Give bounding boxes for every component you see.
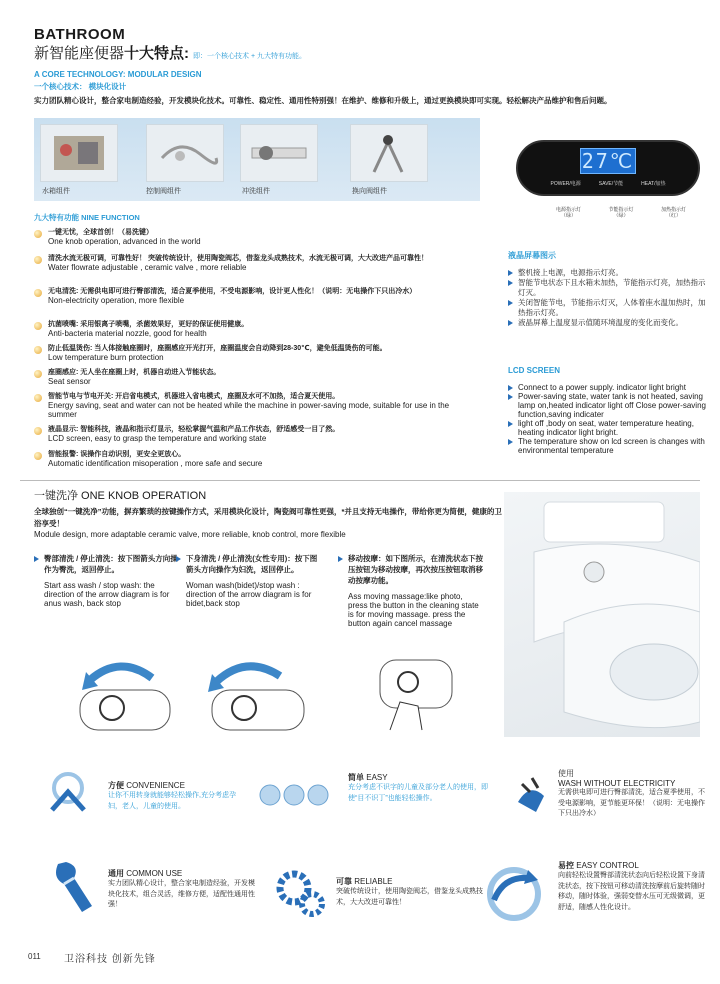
convenience-body: 让你不用转身就能够轻松操作,充分考虑孕妇，老人，儿童的使用。 (108, 792, 236, 810)
common-body: 实力团队精心设计，整合家电制造经验，开发模块化技术，组合灵活，维修方便，适配性通用性强！ (108, 880, 255, 908)
photo-caption: 水箱组件 (42, 188, 70, 195)
feature-item (34, 228, 474, 246)
heat-button[interactable]: HEAT/加热 (641, 181, 666, 187)
reliable-block (336, 876, 486, 908)
feature-item (34, 392, 474, 419)
no-power-title-en: WASH WITHOUT ELECTRICITY (558, 779, 676, 788)
led-label: 加热指示灯 (660, 207, 686, 213)
bullet-dot-icon (34, 346, 42, 354)
water-tank-icon (44, 128, 114, 178)
one-knob-desc-cn: 全球独创“一键洗净”功能，摒弃繁琐的按键操作方式，采用模块化设计，陶瓷阀可靠性更强，*并且支持无电操作，带给你更为简便，健康的卫浴享受！ (34, 507, 502, 528)
photo-caption: 换向阀组件 (352, 188, 387, 195)
title-en: EASY CONTROL (576, 861, 639, 870)
led-label: 电源指示灯 (556, 207, 582, 213)
toilet-seat-photo (504, 492, 700, 737)
easy-control-dial-icon (484, 864, 544, 929)
diverter-valve-photo (350, 124, 428, 182)
massage-illustration (360, 650, 480, 734)
column-cn: 臀部清洗 / 停止清洗：按下图箭头方向操作为臀洗，返回停止。 (34, 553, 179, 575)
feature-cn: 无电清洗: 无需供电即可进行臀部清洗，适合夏季使用，不受电源影响，设计更人性化！（说明：无电操作下只出冷水） (48, 288, 417, 295)
knob-column-ass-wash (34, 553, 179, 608)
indicator-legend (556, 207, 686, 219)
feature-cn: 抗菌喷嘴: 采用银离子喷嘴，杀菌效果好，更好的保证使用健康。 (48, 321, 249, 328)
title-en: CONVENIENCE (126, 781, 185, 790)
column-en: Ass moving massage:like photo, press the button in the cleaning state is for moving massage. press the button again cancel massage (348, 592, 479, 628)
easy-block (348, 772, 488, 804)
bidet-wash-illustration (196, 650, 316, 734)
power-button[interactable]: POWER/电源 (550, 181, 581, 187)
save-button[interactable]: SAVE/节能 (598, 181, 624, 187)
feature-en: One knob operation, advanced in the world (48, 237, 201, 246)
title-cn: 通用 (108, 869, 124, 878)
page-title (34, 42, 306, 63)
title-cn: 简单 (348, 773, 364, 782)
bullet-dot-icon (34, 289, 42, 297)
title-cn: 易控 (558, 861, 574, 870)
press-hand-icon (360, 650, 480, 734)
feature-item (34, 254, 474, 272)
page-number: 011 (28, 952, 41, 961)
reliable-title (336, 876, 486, 887)
feature-cn: 智能报警: 误操作自动识别，更安全更放心。 (48, 451, 186, 458)
column-en: Start ass wash / stop wash: the direction of the arrow diagram is for anus wash, back stop (44, 581, 170, 608)
feature-en: Energy saving, seat and water can not be heated while the machine in power-saving mode, suitable for use in the summer (48, 401, 450, 419)
toilet-seat-icon (504, 492, 700, 737)
flush-assembly-photo (240, 124, 318, 182)
led-heat (661, 207, 686, 219)
feature-item (34, 425, 474, 443)
water-tank-photo (40, 124, 118, 182)
list-item: Power-saving state, water tank is not heated, saving lamp on,heated indicator light off Close power-saving function,saving indicater (508, 392, 708, 419)
section-divider (20, 480, 700, 481)
easy-title (348, 772, 488, 783)
led-save (608, 207, 633, 219)
title-subtitle: 即：一个核心技术 + 九大特有功能。 (193, 53, 306, 60)
ass-wash-illustration (60, 650, 180, 734)
feature-en: Seat sensor (48, 377, 91, 386)
common-use-block (108, 868, 258, 911)
easy-body: 充分考虑不识字的儿童及部分老人的使用，即使“目不识丁”也能轻松操作。 (348, 784, 488, 802)
reliable-body: 突破传统设计，使用陶瓷阀芯，借鉴龙头成熟技术，大大改进可靠性！ (336, 888, 483, 906)
easy-control-block (558, 860, 708, 913)
diverter-valve-icon (354, 128, 424, 178)
title-bold: 十大特点: (124, 45, 190, 62)
led-color: （绿） (613, 213, 629, 219)
feature-cn: 防止低温烫伤: 当人体接触座圈时，座圈感应开光打开，座圈温度会自动降到28-30℃，避免低温烫伤的可能。 (48, 345, 387, 352)
list-item: 关闭智能节电，节能指示灯灭，人体着座水温加热时，加热指示灯亮。 (508, 298, 708, 318)
title-cn: 可靠 (336, 877, 352, 886)
feature-en: Anti-bacteria material nozzle, good for health (48, 329, 207, 338)
convenience-block (108, 780, 248, 812)
core-description: 实力团队精心设计，整合家电制造经验，开发模块化技术。可靠性、稳定性、通用性特别强！在维护、维修和升级上，通过更换模块即可实现。轻松解决产品维护和售后问题。 (34, 96, 612, 105)
knob-column-massage (338, 553, 483, 628)
no-power-title-cn: 使用 (558, 769, 574, 778)
column-en: Woman wash(bidet)/stop wash : direction of the arrow diagram is for bidet,back stop (186, 581, 312, 608)
title-en: RELIABLE (354, 877, 393, 886)
lcd-cn-heading: 液晶屏幕图示 (508, 251, 556, 260)
flush-assembly-icon (244, 128, 314, 178)
bullet-dot-icon (34, 230, 42, 238)
photo-caption: 冲洗组件 (242, 188, 270, 195)
control-valve-icon (150, 128, 220, 178)
list-item: 智能节电状态下且水箱未加热，节能指示灯亮，加热指示灯灭。 (508, 278, 708, 298)
list-item: 整机接上电源，电源指示灯亮。 (508, 268, 708, 278)
feature-item (34, 287, 474, 305)
led-color: （绿） (561, 213, 577, 219)
list-item: The temperature show on lcd screen is changes with environmental temperature (508, 437, 708, 455)
feature-item (34, 320, 474, 338)
control-valve-photo (146, 124, 224, 182)
bullet-dot-icon (34, 370, 42, 378)
module-photo-strip (34, 118, 480, 201)
control-panel (516, 140, 700, 196)
feature-en: Water flowrate adjustable , ceramic valve , more reliable (48, 263, 247, 272)
title-en: COMMON USE (126, 869, 183, 878)
easy-control-title (558, 860, 708, 871)
feature-en: Non-electricity operation, more flexible (48, 296, 185, 305)
feature-cn: 液晶显示: 智能科技，液晶和指示灯显示，轻松掌握气温和产品工作状态，舒适感受一目了然。 (48, 426, 340, 433)
convenience-icon (38, 770, 98, 819)
feature-cn: 座圈感应: 无人坐在座圈上时，机器自动进入节能状态。 (48, 369, 221, 376)
brand-heading: BATHROOM (34, 26, 126, 43)
photo-caption: 控制阀组件 (146, 188, 181, 195)
common-use-wrench-icon (48, 858, 98, 923)
title-en: EASY (366, 773, 388, 782)
knob-rotate-left-icon (60, 650, 180, 734)
feature-cn: 清洗水流无极可调，可靠性好！ 突破传统设计，使用陶瓷阀芯，借鉴龙头成熟技术，水流无极可调，大大改进产品可靠性！ (48, 255, 428, 262)
led-label: 节能指示灯 (608, 207, 634, 213)
no-power-plug-icon (508, 772, 554, 825)
convenience-title (108, 780, 248, 791)
knob-column-bidet (176, 553, 321, 608)
panel-buttons (518, 180, 698, 187)
lcd-display: 27℃ (581, 149, 635, 173)
one-knob-desc-en: Module design, more adaptable ceramic valve, more reliable, knob control, more flexible (34, 530, 346, 539)
feature-cn: 智能节电与节电开关: 开启省电模式，机器进入省电模式，座圈及水可不加热，适合夏天使用。 (48, 393, 340, 400)
reliable-gears-icon (272, 866, 330, 925)
lcd-en-heading: LCD SCREEN (508, 366, 561, 375)
lcd-cn-list (508, 268, 708, 328)
column-cn: 下身清洗 / 停止清洗(女性专用)：按下图箭头方向操作为妇洗，返回停止。 (176, 553, 321, 575)
no-power-body: 无需供电即可进行臀部清洗，适合夏季使用，不受电源影响，更节能更环保！（说明：无电操作下只出冷水） (558, 789, 705, 817)
bullet-dot-icon (34, 322, 42, 330)
column-cn: 移动按摩：如下图所示，在清洗状态下按压按钮为移动按摩，再次按压按钮取消移动按摩功能。 (338, 553, 483, 586)
bullet-dot-icon (34, 394, 42, 402)
feature-item (34, 368, 474, 386)
feature-item (34, 344, 474, 362)
feature-en: Automatic identification misoperation , more safe and secure (48, 459, 263, 468)
core-heading-en: A CORE TECHNOLOGY: MODULAR DESIGN (34, 70, 202, 79)
bullet-dot-icon (34, 427, 42, 435)
one-knob-heading: 一键洗净 ONE KNOB OPERATION (34, 490, 207, 502)
easy-icon (258, 780, 340, 815)
no-power-block (558, 768, 708, 820)
lcd-en-list (508, 383, 708, 455)
bullet-dot-icon (34, 452, 42, 460)
footer-slogan: 卫浴科技 创新先锋 (64, 954, 156, 965)
easy-control-body: 向前轻松设置臀部清洗状态向后轻松设置下身清洗状态，按下按钮可移动清洗按摩前后旋转随时移动，随时体验，强弱变替水压可无级微调，更舒适，随感人性化设计。 (558, 872, 705, 911)
common-title (108, 868, 258, 879)
core-heading-cn: 一个核心技术： 模块化设计 (34, 82, 127, 91)
led-power (556, 207, 581, 219)
feature-en: LCD screen, easy to grasp the temperature and working state (48, 434, 267, 443)
nine-function-heading: 九大特有功能 NINE FUNCTION (34, 213, 140, 222)
feature-cn: 一键无忧，全球首创！（易洗键） (48, 229, 153, 236)
list-item: Connect to a power supply. indicator light bright (508, 383, 708, 392)
knob-rotate-right-icon (196, 650, 316, 734)
list-item: light off ,body on seat, water temperature heating, heating indicator light bright. (508, 419, 708, 437)
feature-item (34, 450, 474, 468)
title-plain: 新智能座便器 (34, 45, 125, 62)
list-item: 液晶屏幕上温度显示值随环境温度的变化而变化。 (508, 318, 708, 328)
feature-en: Low temperature burn protection (48, 353, 164, 362)
bullet-dot-icon (34, 256, 42, 264)
title-cn: 方便 (108, 781, 124, 790)
led-color: （红） (665, 213, 681, 219)
